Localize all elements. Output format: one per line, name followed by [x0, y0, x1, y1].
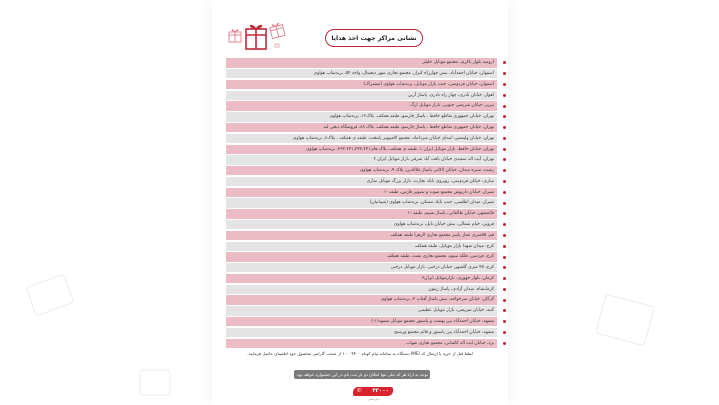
bullet-icon [503, 105, 506, 108]
bullet-icon [503, 212, 506, 215]
list-item [226, 144, 508, 154]
bullet-icon [503, 331, 506, 334]
list-item [226, 58, 508, 68]
bullet-icon [503, 72, 506, 75]
bullet-icon [503, 148, 506, 151]
location-address: تهران، خیابان جمهوری تقاطع حافظ ، پاساژ چارسو، طبقه همکف، پلاک ۸۸، فروشگاه دیجی لند [226, 123, 497, 132]
bullet-icon [503, 126, 506, 129]
bullet-icon [503, 202, 506, 205]
bullet-icon [503, 266, 506, 269]
bullet-icon [503, 180, 506, 183]
location-address: مشهد، خیابان احمدآباد بین بهشت و پاستور مجتمع موبایل مشهد(۱-) [226, 317, 497, 326]
location-address: تهران، خیابان ولیعصر، ابتدای خیابان میرداماد، مجتمع کامپیوتر پایتخت، طبقه ی همکف ، پلاک۶، برندشاپ هواوی [226, 134, 497, 143]
location-address: اهواز، خیابان نادری، چهار راه نادری، پاساژ آرین [226, 91, 497, 100]
list-item [226, 177, 508, 187]
list-item [226, 69, 508, 79]
bullet-icon [503, 61, 506, 64]
gift-centers-card [212, 0, 508, 405]
location-address: کرج، فردیس، فلکه سوم، مجتمع تجاری بعثت، طبقه همکف [226, 252, 497, 261]
bullet-icon [503, 277, 506, 280]
list-item [226, 328, 508, 338]
location-address: ساری، خیابان فردوسی، روبروی بانک تجارت، بازار بزرگ موبایل ساری [226, 177, 497, 186]
call-center-caption: مرکز تماس [368, 398, 380, 401]
location-address: کرمان، بلوار جهوری، بازارموبایل ایران۳ [226, 274, 497, 283]
location-address: ارومیه بلوار باکری، مجتمع موبایل خلیلی [226, 58, 497, 67]
bullet-icon [503, 94, 506, 97]
list-item [226, 112, 508, 122]
location-address: تهران، خیابان جمهوری تقاطع حافظ ، پاساژ چارسو، طبقه همکف، پلاک۱۲، برندشاپ هواوی [226, 112, 497, 121]
list-item [226, 295, 508, 305]
location-address: گرگان، خیابان سرخواجه، نبش پاساژ آفتاب ۲، برندشاپ هواوی [226, 295, 497, 304]
list-item [226, 123, 508, 133]
locations-list [226, 58, 508, 349]
location-address: شیراز، میدان اطلسی، جنب بانک مسکن، برندشاپ هواوی (شیبانیان) [226, 198, 497, 207]
list-item [226, 338, 508, 348]
location-address: یزد، خیابان ایت اله کاشانی، مجتمع تجاری شهاب [226, 339, 497, 348]
location-address: تهران، خیابان حافظ، بازار موبایل ایران ۱، طبقه ی همکف، پلاک های۲۳۲،۲۳۱،۲۴۲،۲۴۱، برندشاپ هواوی [226, 145, 497, 154]
call-center-badge[interactable] [353, 387, 393, 396]
gift-boxes-icon [226, 20, 296, 54]
list-item [226, 198, 508, 208]
bullet-icon [503, 223, 506, 226]
list-item [226, 220, 508, 230]
list-item [226, 155, 508, 165]
bullet-icon [503, 234, 506, 237]
bullet-icon [503, 320, 506, 323]
location-address: قم، ۵۵متری عمار یاسر مجتمع تجاری الزهرا طبقه همکف [226, 231, 497, 240]
bullet-icon [503, 137, 506, 140]
list-item [226, 187, 508, 197]
bullet-icon [503, 169, 506, 172]
imei-note: لطفا قبل از خرید با ارسال کد IMEI دستگاه به سامانه پیام کوتاه ۱۰۰۰۴۴۰۰ از صحت گارانتی محصول خود اطمینان حاصل فرمایید. [247, 351, 473, 356]
location-address: اصفهان، خیابان فردوسی، جنب بازار موبایل، برندشاپ هواوی (مشتراک) [226, 80, 497, 89]
list-item [226, 252, 508, 262]
location-address: کرج، میدان شهدا بازار موبایل، طبقه همکف [226, 242, 497, 251]
list-item [226, 317, 508, 327]
list-item [226, 209, 508, 219]
list-item [226, 80, 508, 90]
bullet-icon [503, 299, 506, 302]
location-address: گنبد، خیابان شریعتی، بازار موبایل عظیمی [226, 306, 497, 315]
location-address: کرج، ۴۵ متری گلشهر، خیابان درختی، بازار موبایل درختی [226, 263, 497, 272]
location-address: اصفهان، خیابان احمدآباد، نبش چهارراه کنزار، مجتمع تجاری شهر دیجیتال، واحد ۵۴، برندشاپ هواوی [226, 69, 497, 78]
list-item [226, 274, 508, 284]
registration-notice: توجه به ازاء هر کد ملی تنها امکان دو بار ثبت نام در این جشنواره خواهد بود. [295, 372, 429, 377]
location-address: قزوین، خیام شمالی، نبش خیابان نایل، برندشاپ هواوی [226, 220, 497, 229]
list-item [226, 263, 508, 273]
bullet-icon [503, 191, 506, 194]
bullet-icon [503, 245, 506, 248]
location-address: شیراز، خیابان داریوش مجتمع صوت و تصویر فارس، طبقه -۱ [226, 188, 497, 197]
list-item [226, 90, 508, 100]
list-item [226, 306, 508, 316]
location-address: تبریز، خیابان شریعتی جنوبی، بازار موبایل ارگ [226, 101, 497, 110]
page-title: نشانی مراکز جهت اخذ هدایا [325, 29, 423, 47]
location-address: مشهد، خیابان احمدآباد بین پاستور و قائم مجتمع ورسیح [226, 328, 497, 337]
location-address: قائمشهر، خیابان طالقانی، پاساژ نسیم، طبقه -۱ [226, 209, 497, 218]
phone-icon: ✆ [357, 388, 362, 394]
bullet-icon [503, 256, 506, 259]
phone-number: ۴۲۰۰۰ [372, 388, 389, 394]
bullet-icon [503, 342, 506, 345]
header [212, 0, 508, 58]
list-item [226, 166, 508, 176]
list-item [226, 231, 508, 241]
list-item [226, 241, 508, 251]
location-address: کرمانشاه، میدان آزادی، پاساژ زیتون [226, 285, 497, 294]
location-address: تهران، آیت اله سعیدی خیابان یافت آباد شرقی بازار موبایل ایران ۲ [226, 155, 497, 164]
list-item [226, 284, 508, 294]
bullet-icon [503, 309, 506, 312]
bullet-icon [503, 115, 506, 118]
bullet-icon [503, 288, 506, 291]
list-item [226, 133, 508, 143]
bullet-icon [503, 158, 506, 161]
location-address: رشت، سبزه میدان، خیابان لاکانی پاساژ علاالدین، پلاک ۹، برندشاپ هواوی [226, 166, 497, 175]
bullet-icon [503, 83, 506, 86]
list-item [226, 101, 508, 111]
